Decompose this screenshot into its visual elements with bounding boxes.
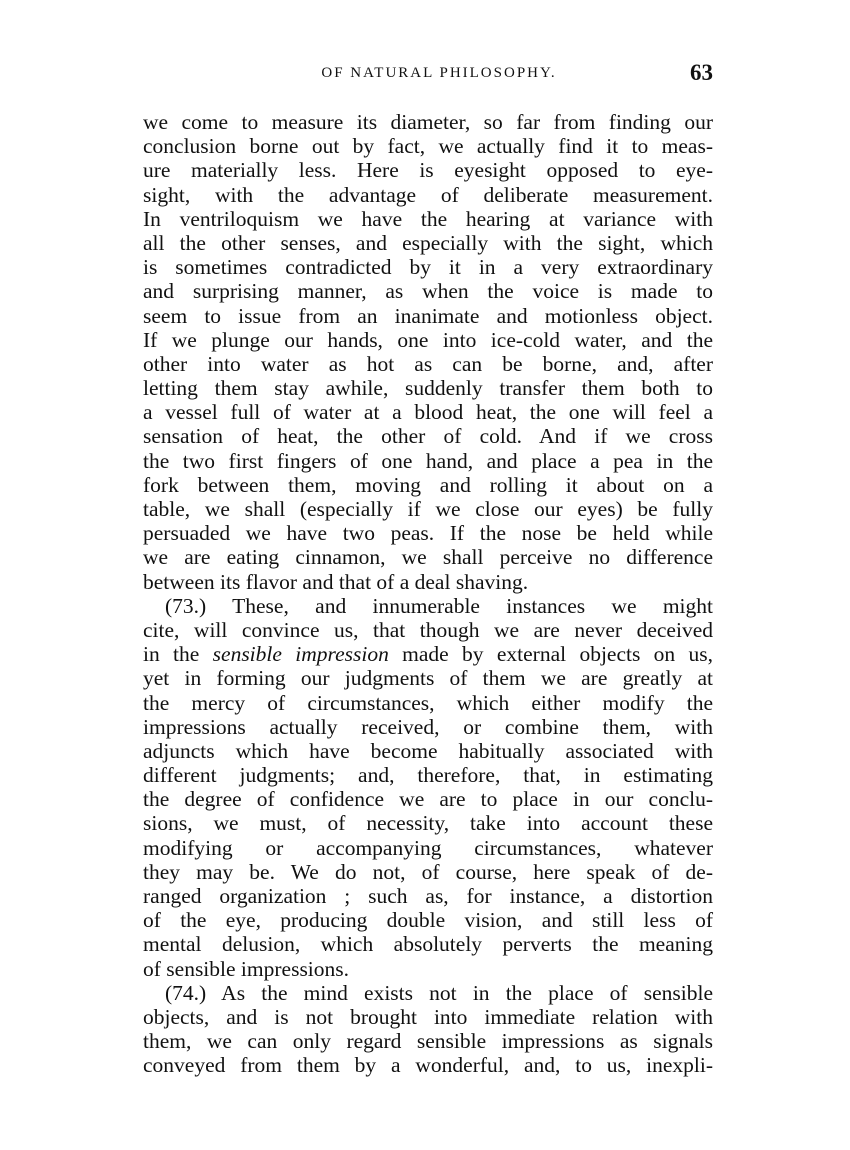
text-line — [143, 1053, 713, 1077]
text-segment: ure materially less. Here is eyesight opposed to eye- — [143, 158, 713, 183]
text-line — [143, 304, 713, 328]
text-line — [143, 908, 713, 932]
text-line — [143, 473, 713, 497]
text-segment: conclusion borne out by fact, we actually find it to meas- — [143, 134, 713, 159]
text-segment: mental delusion, which absolutely perverts the meaning — [143, 932, 713, 957]
text-segment: and surprising manner, as when the voice is made to — [143, 279, 713, 304]
text-segment: the degree of confidence we are to place in our conclu- — [143, 787, 713, 812]
text-line — [143, 715, 713, 739]
text-segment: If we plunge our hands, one into ice-cold water, and the — [143, 327, 713, 352]
text-line — [143, 231, 713, 255]
text-line — [143, 328, 713, 352]
text-line — [143, 376, 713, 400]
text-line — [143, 763, 713, 787]
text-line — [143, 449, 713, 473]
text-segment: sions, we must, of necessity, take into account these — [143, 811, 713, 836]
body-text — [143, 110, 713, 1078]
text-segment: between its flavor and that of a deal shaving. — [143, 569, 529, 594]
running-title: OF NATURAL PHILOSOPHY. — [321, 65, 557, 81]
text-segment: cite, will convince us, that though we are never deceived — [143, 617, 713, 642]
text-segment: objects, and is not brought into immediate relation with — [143, 1004, 713, 1029]
text-segment: seem to issue from an inanimate and motionless object. — [143, 303, 713, 328]
text-line — [143, 279, 713, 303]
text-segment: ranged organization ; such as, for instance, a distortion — [143, 884, 713, 908]
text-segment: sight, with the advantage of deliberate measurement. — [143, 182, 713, 207]
text-line — [143, 642, 713, 666]
text-segment: of sensible impressions. — [143, 956, 350, 981]
text-line — [143, 884, 713, 908]
text-line — [143, 1029, 713, 1053]
text-segment: in the — [143, 642, 213, 667]
text-segment: is sometimes contradicted by it in a very extraordinary — [143, 255, 713, 280]
text-line — [143, 134, 713, 158]
text-segment: a vessel full of water at a blood heat, the one will feel a — [143, 400, 713, 425]
text-segment: persuaded we have two peas. If the nose be held while — [143, 521, 713, 546]
text-line — [143, 400, 713, 424]
text-line — [143, 860, 713, 884]
text-line — [143, 183, 713, 207]
text-line — [143, 932, 713, 956]
text-segment: the two first fingers of one hand, and place a pea in the — [143, 448, 713, 473]
page-number: 63 — [690, 60, 713, 85]
italic-phrase: sensible impression — [212, 642, 389, 667]
text-segment: adjuncts which have become habitually associated with — [143, 738, 713, 763]
text-segment: we are eating cinnamon, we shall perceive no difference — [143, 545, 713, 570]
text-segment: sensation of heat, the other of cold. And if we cross — [143, 424, 713, 449]
text-line — [143, 110, 713, 134]
text-segment: letting them stay awhile, suddenly transfer them both to — [143, 376, 713, 401]
text-line — [143, 594, 713, 618]
text-segment: (73.) These, and innumerable instances we might — [165, 593, 713, 618]
text-line — [143, 618, 713, 642]
text-segment: of the eye, producing double vision, and still less of — [143, 908, 713, 933]
text-segment: modifying or accompanying circumstances, whatever — [143, 835, 713, 860]
text-segment: fork between them, moving and rolling it about on a — [143, 472, 713, 497]
text-line — [143, 739, 713, 763]
running-head — [143, 60, 713, 88]
text-segment: (74.) As the mind exists not in the place of sensible — [165, 980, 713, 1005]
text-line — [143, 497, 713, 521]
text-line — [143, 521, 713, 545]
text-segment: impressions actually received, or combine them, with — [143, 714, 713, 739]
text-line — [143, 666, 713, 690]
text-line — [143, 545, 713, 569]
text-segment: the mercy of circumstances, which either modify the — [143, 690, 713, 715]
text-segment: all the other senses, and especially with the sight, which — [143, 230, 713, 255]
text-segment: them, we can only regard sensible impressions as signals — [143, 1029, 713, 1054]
text-line — [143, 255, 713, 279]
text-segment: conveyed from them by a wonderful, and, to us, inexpli- — [143, 1053, 713, 1078]
text-line — [143, 207, 713, 231]
text-line — [143, 1005, 713, 1029]
text-segment: In ventriloquism we have the hearing at variance with — [143, 206, 713, 231]
text-segment: other into water as hot as can be borne, and, after — [143, 351, 713, 376]
text-line — [143, 424, 713, 448]
text-line — [143, 787, 713, 811]
text-line — [143, 570, 713, 594]
text-line — [143, 957, 713, 981]
text-segment: table, we shall (especially if we close our eyes) be fully — [143, 497, 713, 521]
text-segment: they may be. We do not, of course, here speak of de- — [143, 859, 713, 884]
text-line — [143, 981, 713, 1005]
text-line — [143, 691, 713, 715]
text-line — [143, 811, 713, 835]
text-segment: different judgments; and, therefore, that, in estimating — [143, 763, 713, 788]
text-line — [143, 836, 713, 860]
text-line — [143, 352, 713, 376]
text-segment: yet in forming our judgments of them we are greatly at — [143, 666, 713, 691]
text-segment: made by external objects on us, — [388, 642, 713, 667]
text-line — [143, 158, 713, 182]
text-segment: we come to measure its diameter, so far from finding our — [143, 110, 713, 134]
